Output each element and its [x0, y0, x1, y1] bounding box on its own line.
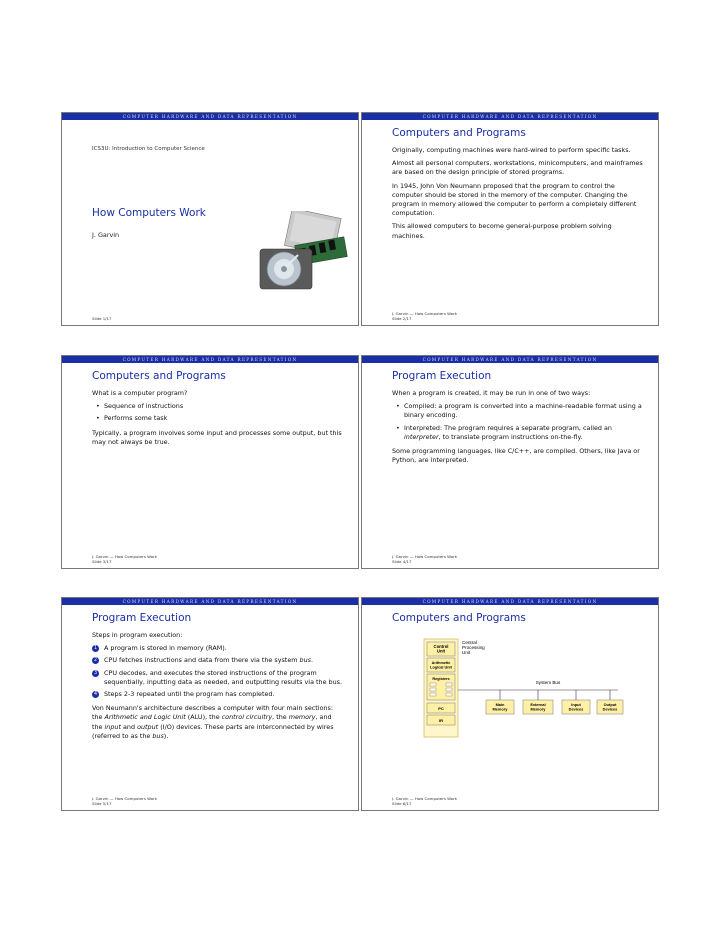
main-memory-label: Main Memory: [492, 702, 508, 712]
control-unit-label: Control Unit: [433, 644, 449, 654]
external-memory-label: External Memory: [530, 702, 546, 712]
author: J. Garvin: [92, 231, 120, 239]
paragraph: Almost all personal computers, workstations, minicomputers, and mainframes are based on the design principle of stored programs.: [392, 159, 643, 177]
slide-number: Slide 1/17: [92, 316, 112, 321]
intro: What is a computer program?: [92, 389, 188, 397]
cpu-label: Central Processing Unit: [462, 640, 485, 655]
slide-title: Computers and Programs: [392, 127, 526, 139]
slide-footer: [392, 311, 457, 321]
paragraph: Some programming languages, like C/C++, are compiled. Others, like Java or Python, are interpreted.: [392, 447, 640, 465]
list-item: • Performs some task: [104, 414, 344, 423]
footer-author: J. Garvin — How Computers Work: [92, 554, 158, 559]
slide-number: Slide 3/17: [92, 559, 112, 564]
step-number-icon: 4: [93, 692, 98, 698]
ir-label: IR: [439, 718, 443, 723]
list-item: 1 A program is stored in memory (RAM).: [93, 644, 227, 653]
list-item: 2 CPU fetches instructions and data from there via the system bus.: [93, 656, 313, 665]
slide-number: Slide 6/17: [392, 801, 412, 806]
slide-body: [392, 146, 644, 245]
slide-1: [61, 112, 359, 326]
footer-author: J. Garvin — How Computers Work: [392, 796, 458, 801]
paragraph: This allowed computers to become general-purpose problem solving machines.: [392, 222, 612, 240]
slide-header: COMPUTER HARDWARE AND DATA REPRESENTATION: [362, 598, 658, 605]
presentation-title: How Computers Work: [92, 207, 206, 219]
slide-number: Slide 2/17: [392, 316, 412, 321]
slide-6: [361, 597, 659, 811]
system-bus-label: System Bus: [535, 680, 561, 685]
von-neumann-diagram: [398, 638, 624, 738]
step-number-icon: 3: [93, 670, 98, 676]
bullet-list: [392, 402, 644, 442]
footer-author: J. Garvin — How Computers Work: [392, 554, 458, 559]
pc-label: PC: [438, 706, 444, 711]
slide-header: COMPUTER HARDWARE AND DATA REPRESENTATION: [362, 356, 658, 363]
slide-header: COMPUTER HARDWARE AND DATA REPRESENTATION: [62, 113, 358, 120]
slide-header: COMPUTER HARDWARE AND DATA REPRESENTATION: [362, 113, 658, 120]
course-name: ICS3U: Introduction to Computer Science: [92, 146, 205, 152]
slide-header: COMPUTER HARDWARE AND DATA REPRESENTATION: [62, 356, 358, 363]
footer-author: J. Garvin — How Computers Work: [92, 796, 158, 801]
list-item: 3 CPU decodes, and executes the stored instructions of the program sequentially, inputting data as needed, and outputting results via the bus.: [93, 668, 343, 686]
step-number-icon: 2: [93, 658, 98, 664]
slide-footer: [92, 554, 157, 564]
input-devices-label: Input Devices: [568, 702, 584, 712]
step-number-icon: 1: [93, 646, 98, 652]
slide-title: Computers and Programs: [92, 370, 226, 382]
slide-footer: [392, 554, 457, 564]
slide-2: [361, 112, 659, 326]
slide-3: [61, 355, 359, 569]
slide-body: [392, 389, 644, 469]
footer-author: J. Garvin — How Computers Work: [392, 311, 458, 316]
slide-4: [361, 355, 659, 569]
numbered-list: [92, 644, 344, 699]
bullet-list: [92, 402, 344, 423]
paragraph: Originally, computing machines were hard-wired to perform specific tasks.: [392, 146, 631, 154]
slide-title: Computers and Programs: [392, 612, 526, 624]
slide-title: Program Execution: [92, 612, 192, 624]
paragraph: Von Neumann's architecture describes a computer with four main sections: the Arithmetic and Logic Unit (ALU), the control circuitry, the memory, and the input and output (I/O) devices. These parts are interconnected by wires (referred to as the bus).: [92, 704, 334, 740]
list-item: • Interpreted: The program requires a separate program, called an interpreter, to translate program instructions on-the-fly.: [404, 424, 644, 442]
term-interpreter: interpreter: [404, 432, 439, 441]
slide-title: Program Execution: [392, 370, 492, 382]
intro: When a program is created, it may be run in one of two ways:: [392, 389, 591, 397]
slide-footer: [92, 796, 157, 806]
slide-body: [92, 631, 344, 745]
alu-label: Arithmetic Logical Unit: [430, 661, 452, 670]
list-item: • Compiled: a program is converted into a machine-readable format using a binary encoding.: [404, 402, 644, 420]
hardware-image: [258, 211, 352, 297]
output-devices-label: Output Devices: [602, 702, 618, 712]
intro: Steps in program execution:: [92, 631, 183, 639]
slide-footer: [392, 796, 457, 806]
list-item: • Sequence of instructions: [104, 402, 344, 411]
paragraph: In 1945, John Von Neumann proposed that the program to control the computer should be stored in the memory of the computer. Changing the program in memory allowed the computer to perform a completely different computation.: [392, 181, 637, 218]
slide-number: Slide 4/17: [392, 559, 412, 564]
slide-number: Slide 5/17: [92, 801, 112, 806]
list-item: 4 Steps 2-3 repeated until the program has completed.: [93, 690, 275, 699]
paragraph: Typically, a program involves some input and processes some output, but this may not always be true.: [92, 428, 342, 446]
slide-header: COMPUTER HARDWARE AND DATA REPRESENTATION: [62, 598, 358, 605]
registers-label: Registers: [432, 677, 450, 681]
slide-5: [61, 597, 359, 811]
slide-body: [92, 389, 344, 451]
